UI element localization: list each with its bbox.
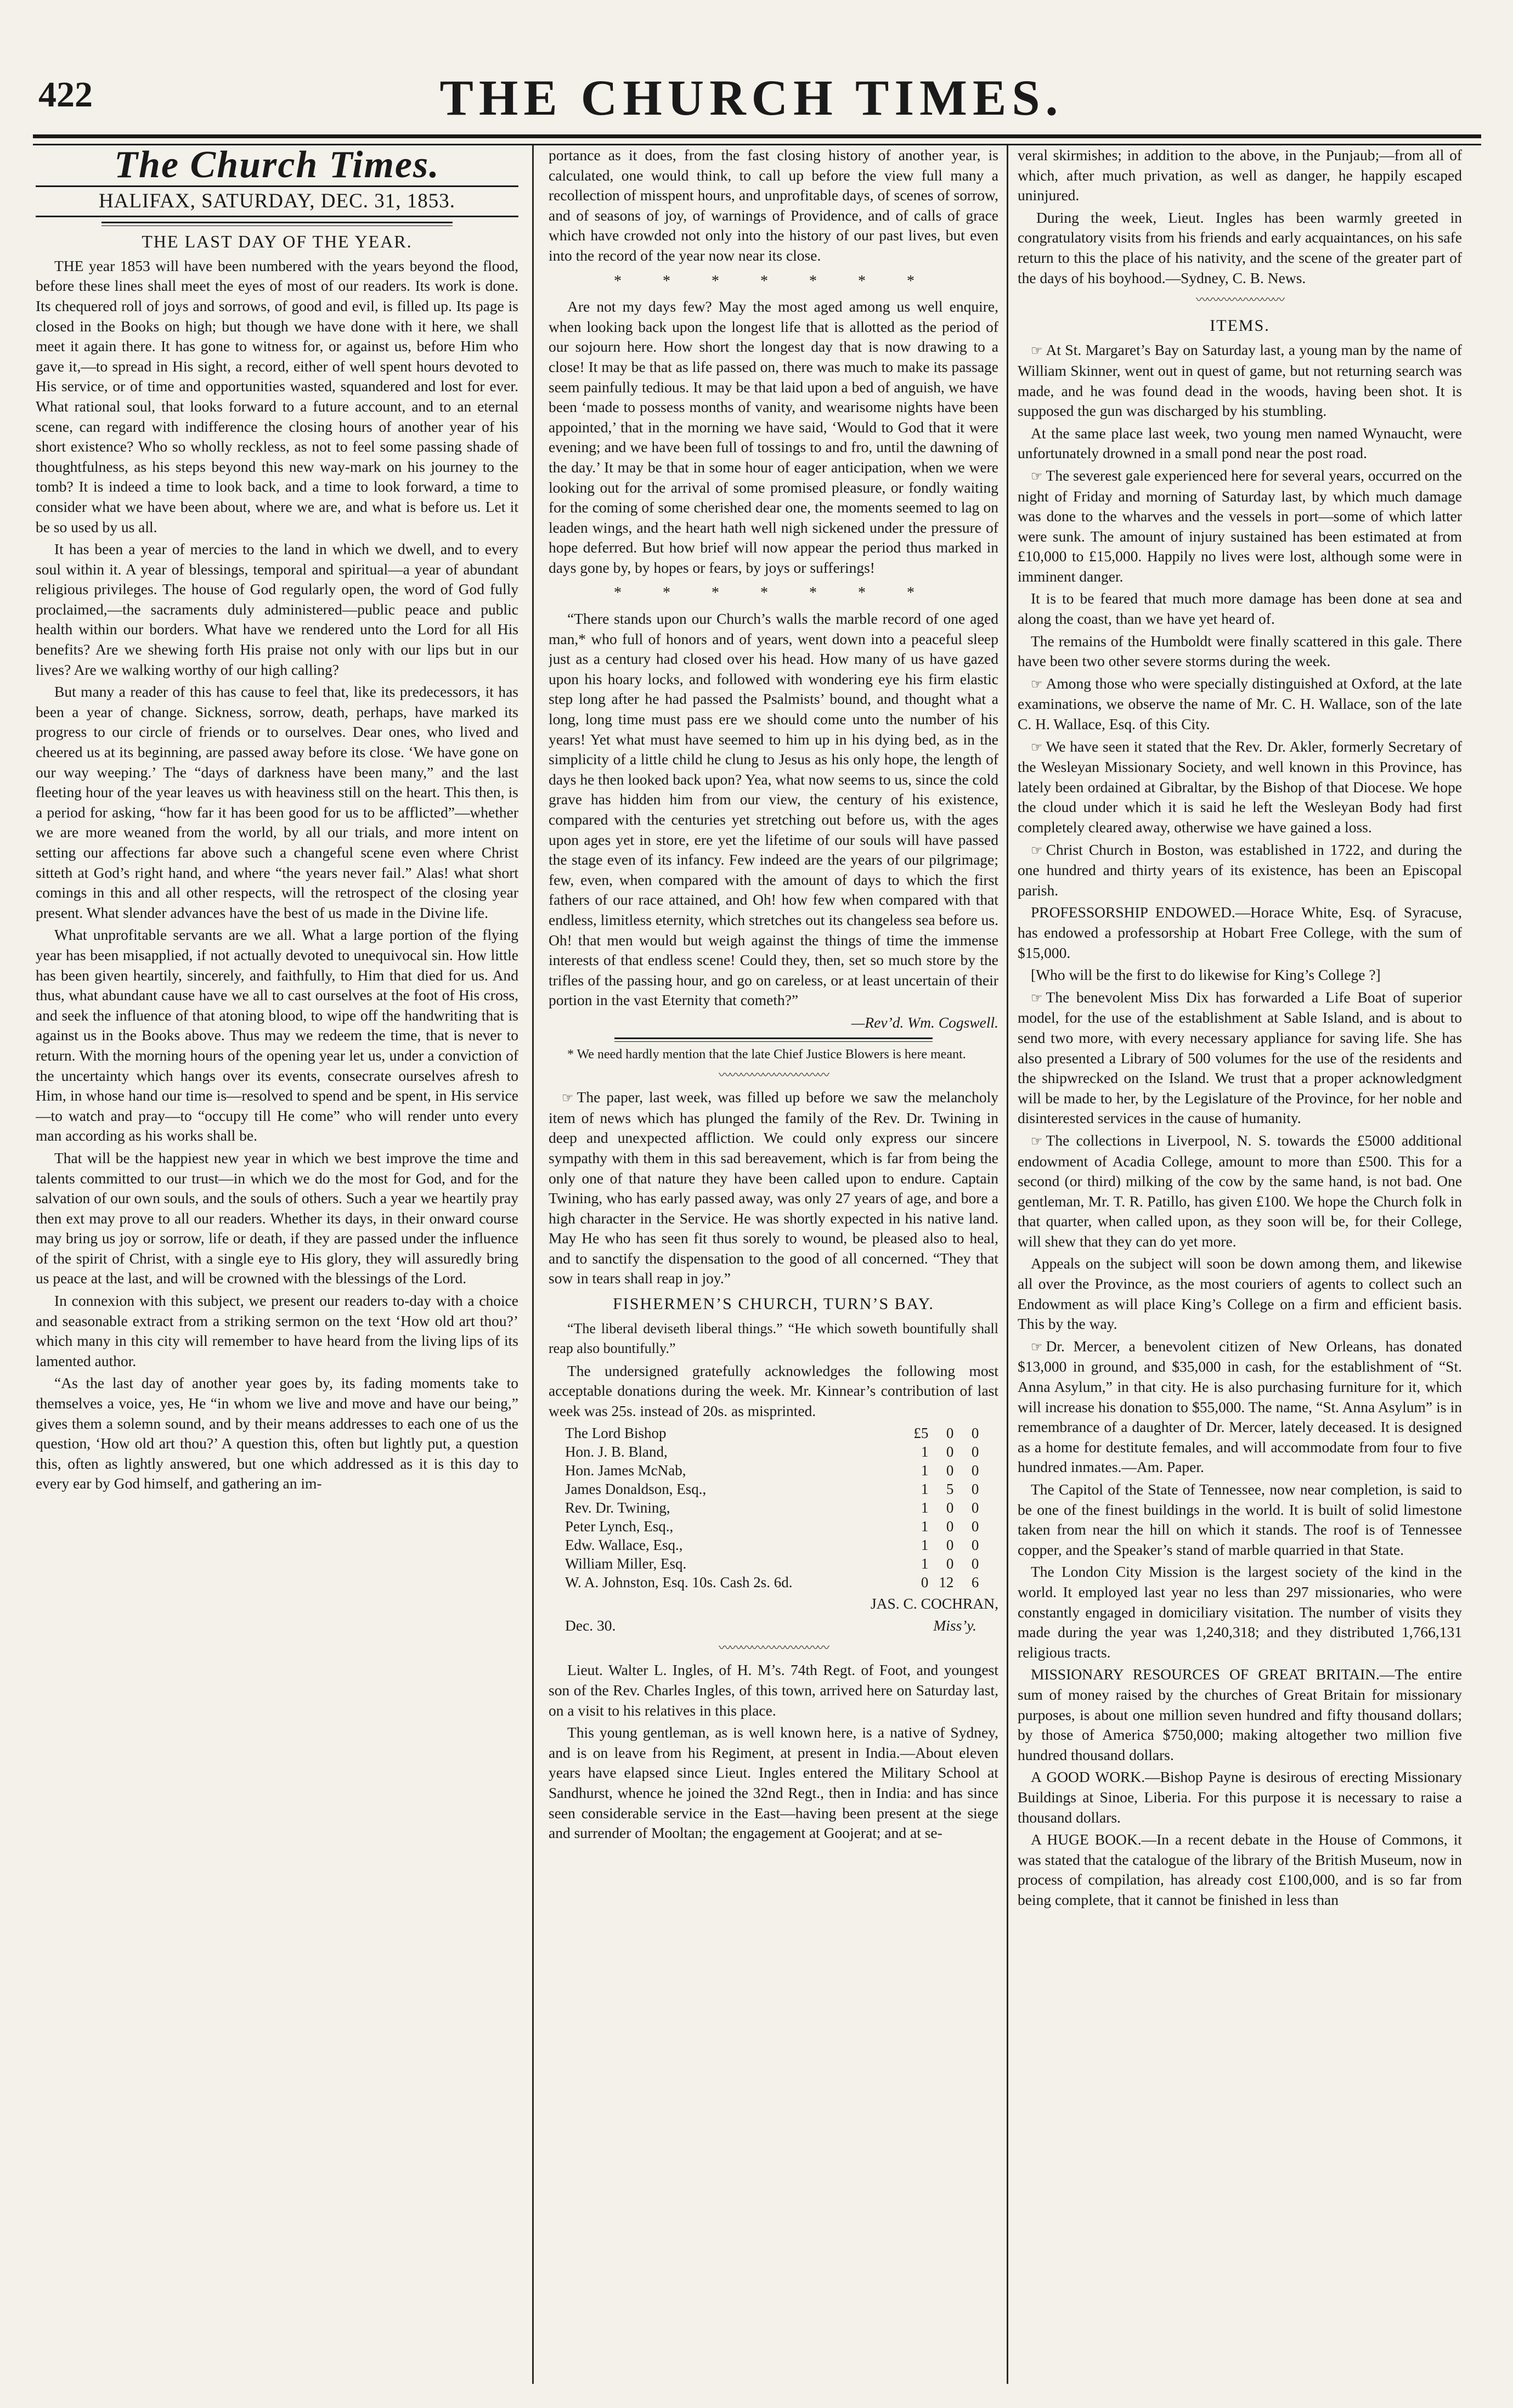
- paragraph: This young gentleman, as is well known here, is a native of Sydney, and is on leave from his Regiment, at present in India.—About eleven years have elapsed since Lieut. Ingles entered the Military School at Sandhurst, whence he joined the 32nd Regt., then in India: and has since seen considerable service in the East—having been present at the siege and surrender of Mooltan; the engagement at Goojerat; and at se-: [549, 1724, 998, 1842]
- news-item: [549, 1087, 998, 1289]
- news-item: [1018, 589, 1462, 629]
- news-item-text: It is to be feared that much more damage has been done at sea and along the coast, than we have yet heard of.: [1018, 590, 1462, 628]
- signature: —Rev’d. Wm. Cogswell.: [851, 1013, 998, 1031]
- table-row: [565, 1424, 979, 1442]
- donor-name: Hon. James McNab,: [565, 1462, 686, 1479]
- news-item-text: The London City Mission is the largest society of the kind in the world. It employed last year no less than 297 missionaries, who were constantly engaged in domiciliary visitation. The number of visits they made during the year was 1,240,318; and they distributed 1,766,131 religious tracts.: [1018, 1563, 1462, 1661]
- donation-date: Dec. 30.: [565, 1617, 616, 1634]
- column-divider: [532, 145, 534, 2384]
- news-item: [1018, 1665, 1462, 1765]
- divider-rule: [614, 1037, 933, 1042]
- news-item-text: The paper, last week, was filled up before we saw the melancholy item of news which has plunged the family of the Rev. Dr. Twining in deep and unexpected affliction. We could only express our sincere sympathy with them in this sad bereavement, which is far from being the only one of that nature they have been called upon to endure. Captain Twining, who has early passed away, was only 27 years of age, and bore a high character in the Service. He was shortly expected in his native land. May He who has seen fit thus sorely to wound, be pleased also to heal, and to sanctify the dispensation to the good of all concerned. “They that sow in tears shall reap in joy.”: [549, 1089, 998, 1287]
- pounds: 1: [921, 1443, 929, 1460]
- pointing-hand-icon: ☞: [1031, 842, 1043, 858]
- pointing-hand-icon: ☞: [1031, 343, 1043, 359]
- editorial-title: The Church Times.: [114, 145, 440, 186]
- pointing-hand-icon: ☞: [1031, 676, 1043, 692]
- table-row: [565, 1480, 979, 1498]
- paragraph: THE year 1853 will have been numbered with the years beyond the flood, before these lines shall meet the eyes of most of our readers. Its work is done. Its chequered roll of joys and sorrows, of good and evil, is filled up. Its page is closed in the Books on high; but though we have done with it here, we shall meet it again there. It has gone to witness for, or against us, before Him who gave it,—to spread in His sight, a record, either of well spent hours devoted to His service, or of time and opportunities wasted, squandered and lost for ever. What rational soul, that looks forward to a future account, and to an eternal scene, can regard with indifference the closing hours of another year of his short existence? Who so wholly reckless, as not to feel some passing shade of thoughtfulness, as his steps beyond this new way-mark on his journey to the tomb? It is indeed a time to look back, and a time to look forward, a time to consider what we have been about, where we are, and what is before us. Let it be so used by us all.: [36, 257, 518, 535]
- pounds: 1: [921, 1536, 929, 1553]
- article-heading: THE LAST DAY OF THE YEAR.: [142, 232, 413, 252]
- news-item-text: At St. Margaret’s Bay on Saturday last, a young man by the name of William Skinner, went out in quest of game, but not returning search was made, and he was found dead in the woods, having been shot. It is supposed the gun was discharged by his stumbling.: [1018, 341, 1462, 420]
- donor-name: James Donaldson, Esq.,: [565, 1480, 707, 1497]
- news-item: [1018, 631, 1462, 672]
- news-item-text: PROFESSORSHIP ENDOWED.—Horace White, Esq. of Syracuse, has endowed a professorship at Hobart Free College, with the sum of $15,000.: [1018, 904, 1462, 961]
- page-number: 422: [38, 75, 93, 115]
- pence: 0: [971, 1462, 979, 1479]
- donor-name: Edw. Wallace, Esq.,: [565, 1536, 683, 1553]
- table-row: [565, 1536, 979, 1554]
- paragraph: What unprofitable servants are we all. What a large portion of the flying year has been misapplied, if not actually devoted to unequivocal sin. How little has been given heartily, sincerely, and faithfully, to Him that died for us. And thus, what abundant cause have we all to cast ourselves at the foot of His cross, and seek the influence of that atoning blood, to wipe off the handwriting that is against us in the Books above. Thus may we redeem the time, that is never to return. With the morning hours of the opening year let us, under a conviction of the uncertainty which hangs over its events, consecrate ourselves afresh to Him, in whose hand our time is—resolved to spend and be spent, in His service—to watch and pray—to “occupy till He come” who will render unto every man according as his works shall be.: [36, 926, 518, 1144]
- column-divider: [1007, 145, 1008, 2384]
- paragraph: portance as it does, from the fast closing history of another year, is calculated, one would think, to call up before the view full many a recollection of misspent hours, and unprofitable days, of scenes of sorrow, and of seasons of joy, of warnings of Providence, and of calls of grace which have crowded not only into the history of our past lives, but even into the record of the year now near its close.: [549, 146, 998, 264]
- news-item: [1018, 840, 1462, 901]
- paragraph: “As the last day of another year goes by, its fading moments take to themselves a voice, yes, He “in whom we live and move and have our being,” gives them a solemn sound, and by their means addresses to each one of us the question, ‘How old art thou?’ A question this, often but lightly put, a question this, often as lightly answered, but one which addressed as it is this day to every ear by God himself, and gathering an im-: [36, 1374, 518, 1492]
- pounds: 1: [921, 1480, 929, 1497]
- wavy-rule: 〰〰〰〰〰〰〰〰: [1195, 293, 1284, 307]
- paragraph: Are not my days few? May the most aged among us well enquire, when looking back upon the longest life that is allotted as the period of our sojourn here. How short the longest day that is now drawing to a close! It may be that as life passed on, there was much to make its passage seem painfully tedious. It may be that laid upon a bed of anguish, we have been ‘made to possess months of vanity, and wearisome nights have been appointed,’ that in the morning we have said, ‘Would to God that it were evening; and we have been full of tossings to and fro, until the dawning of the day.’ It may be that in some hour of eager anticipation, when we were looking out for the arrival of some promised pleasure, or fondly waiting for the coming of some cherished dear one, the moments seemed to lag on leaden wings, and the heart hath well nigh sickened under the pressure of hope deferred. But how brief will now appear the period thus marked in days gone by, by hopes or fears, by joys or sufferings!: [549, 298, 998, 576]
- column-2: [549, 145, 998, 2384]
- news-item-text: MISSIONARY RESOURCES OF GREAT BRITAIN.—The entire sum of money raised by the churches of Great Britain for missionary purposes, is about one million seven hundred and fifty thousand dollars; by those of America $750,000; making altogether two million five hundred thousand dollars.: [1018, 1666, 1462, 1763]
- pointing-hand-icon: ☞: [1031, 468, 1043, 484]
- section-break: * * * * * * *: [614, 584, 933, 602]
- pence: 0: [971, 1480, 979, 1497]
- news-item: [1018, 903, 1462, 963]
- pence: 0: [971, 1555, 979, 1572]
- news-item-text: [Who will be the first to do likewise for King’s College ?]: [1031, 966, 1381, 984]
- donor-name: W. A. Johnston, Esq. 10s. Cash 2s. 6d.: [565, 1574, 793, 1591]
- paragraph: In connexion with this subject, we present our readers to-day with a choice and seasonable extract from a striking sermon on the text ‘How old art thou?’ which many in this city will remember to have heard from the living lips of its lamented author.: [36, 1292, 518, 1369]
- pence: 6: [971, 1574, 979, 1591]
- masthead: [38, 52, 1465, 134]
- news-item-text: The collections in Liverpool, N. S. towards the £5000 additional endowment of Acadia College, amount to more than £500. This for a second (or third) milking of the cow by the same hand, is not bad. One gentleman, Mr. T. R. Patillo, has given £100. We hope the Church folk in that quarter, when called upon, as they soon will be, for their College, will shew that they can do yet more.: [1018, 1131, 1462, 1250]
- shillings: 12: [939, 1574, 954, 1591]
- pounds: £5: [913, 1424, 929, 1441]
- article-heading: FISHERMEN’S CHURCH, TURN’S BAY.: [613, 1295, 934, 1313]
- items-list: [1018, 340, 1462, 1910]
- shillings: 0: [946, 1424, 954, 1441]
- paragraph: “There stands upon our Church’s walls the marble record of one aged man,* who full of honors and of years, went down into a peaceful sleep just as a century had closed over his head. How many of us have gazed upon his hoary locks, and followed with wondering eye his firm elastic step long after he had passed the Psalmists’ bound, and thought what a long, long time must pass ere we should come unto the number of his years! Yet what must have seemed to him up in his dying bed, as in the simplicity of a little child he clung to Jesus as his only hope, the length of days he then looked back upon? Yea, what now seems to us, since the cold grave has hidden him from our view, the century of his existence, compared with the centuries yet stretching out before us, with the ages upon ages yet in store, ere yet the lifetime of our souls will have passed the stage even of its infancy. Few indeed are the years of our pilgrimage; few, even, when compared with the amount of days to which the first fathers of our race attained, and Oh! how few when compared with that endless, limitless eternity, which stretches out its changeless sea before us. Oh! that men would but weigh against the things of time the immense interests of that endless scene! Could they, then, set so much store by the trifles of the passing hour, and go on careless, or at least uncertain of their portion in the vast Eternity that cometh?”: [549, 610, 998, 1009]
- donor-name: William Miller, Esq.: [565, 1555, 687, 1572]
- donation-list: [565, 1424, 979, 1592]
- paragraph: But many a reader of this has cause to feel that, like its predecessors, it has been a year of change. Sickness, sorrow, death, perhaps, have marked its progress to our circle of friends or to ourselves. Dear ones, who lived and cheered us at its beginning, are passed away before its close. ‘We have gone on our way weeping.’ The “days of darkness have been many,” and the last fleeting hour of the year leaves us with heaviness still on the heart. This then, is a period for asking, “how far it has been good for us to be afflicted”—whether we are more weaned from the world, by all our trials, and more intent on setting our affections far above such a changeful scene even where Christ sitteth at God’s right hand, and where “the years never fail.” Alas! what short comings in this and all other respects, will the retrospect of the closing year present. What slender advances have the best of us made in the Divine life.: [36, 683, 518, 921]
- wavy-rule: 〰〰〰〰〰〰〰〰〰〰: [718, 1640, 828, 1655]
- table-row: [565, 1554, 979, 1573]
- pence: 0: [971, 1499, 979, 1516]
- paragraph: veral skirmishes; in addition to the above, in the Punjaub;—from all of which, after much privation, as well as danger, he happily escaped uninjured.: [1018, 146, 1462, 204]
- news-item: [1018, 1254, 1462, 1334]
- pointing-hand-icon: ☞: [1031, 1339, 1043, 1355]
- news-item: [1018, 1562, 1462, 1662]
- news-item-text: A GOOD WORK.—Bishop Payne is desirous of erecting Missionary Buildings at Sinoe, Liberia. For this purpose it is necessary to raise a thousand dollars.: [1018, 1768, 1462, 1826]
- dateline: HALIFAX, SATURDAY, DEC. 31, 1853.: [36, 185, 518, 218]
- quotation: “The liberal deviseth liberal things.” “He which soweth bountifully shall reap also bountifully.”: [549, 1320, 998, 1357]
- pounds: 1: [921, 1462, 929, 1479]
- shillings: 0: [946, 1555, 954, 1572]
- news-item: [1018, 340, 1462, 421]
- news-item-text: Dr. Mercer, a benevolent citizen of New Orleans, has donated $13,000 in ground, and $35,000 in cash, for the establishment of “St. Anna Asylum,” in that city. He is also purchasing furniture for it, which will increase his donation to $55,000. The name, “St. Anna Asylum” is in remembrance of a daughter of Dr. Mercer, lately deceased. It is designed as a home for destitute females, and will accommodate from four to five hundred inmates.—Am. Paper.: [1018, 1337, 1462, 1476]
- masthead-rule: [33, 134, 1481, 145]
- paper-name: THE CHURCH TIMES.: [439, 70, 1064, 126]
- news-item-text: At the same place last week, two young men named Wynaucht, were unfortunately drowned in a small pond near the post road.: [1018, 424, 1462, 462]
- news-item-text: The remains of the Humboldt were finally scattered in this gale. There have been two other severe storms during the week.: [1018, 632, 1462, 670]
- news-item-text: Appeals on the subject will soon be down among them, and likewise all over the Province, as the most couriers of agents to collect such an Endowment as will place King’s College on a firm and efficient basis. This by the way.: [1018, 1255, 1462, 1333]
- news-item-text: Among those who were specially distinguished at Oxford, at the late examinations, we observe the name of Mr. C. H. Wallace, son of the late C. H. Wallace, Esq. of this City.: [1018, 674, 1462, 733]
- shillings: 0: [946, 1536, 954, 1553]
- paragraph: The undersigned gratefully acknowledges the following most acceptable donations during the week. Mr. Kinnear’s contribution of last week was 25s. instead of 20s. as misprinted.: [549, 1362, 998, 1420]
- shillings: 0: [946, 1443, 954, 1460]
- news-item-text: The Capitol of the State of Tennessee, now near completion, is said to be one of the finest buildings in the world. It is built of solid limestone taken from near the hill on which it stands. The roof is of Tennessee copper, and the Speaker’s stand of marble quarried in that State.: [1018, 1481, 1462, 1558]
- shillings: 0: [946, 1518, 954, 1535]
- news-item: [1018, 1767, 1462, 1828]
- column-1: [36, 145, 518, 2384]
- news-item: [1018, 965, 1462, 985]
- news-item: [1018, 424, 1462, 464]
- donation-footer: [549, 1616, 998, 1636]
- pointing-hand-icon: ☞: [1031, 1133, 1043, 1149]
- divider-rule: [101, 222, 453, 226]
- news-item-text: Christ Church in Boston, was established in 1722, and during the one hundred and thirty years of its existence, has been an Episcopal parish.: [1018, 841, 1462, 899]
- paragraph: That will be the happiest new year in which we best improve the time and talents committed to our trust—in which we do the most for God, and for the salvation of our own souls, and the souls of others. Such a year we heartily pray then ext may prove to all our readers. Whether its days, in their onward course may bring us joy or sorrow, life or death, if they are passed under the influence of the spirit of Christ, with a single eye to His glory, they will assuredly bring us peace at the last, and will be crowned with the blessings of the Lord.: [36, 1149, 518, 1287]
- donor-name: Rev. Dr. Twining,: [565, 1499, 670, 1516]
- pence: 0: [971, 1518, 979, 1535]
- shillings: 5: [946, 1480, 954, 1497]
- news-item: [1018, 1480, 1462, 1560]
- pounds: 1: [921, 1555, 929, 1572]
- donation-signature: JAS. C. COCHRAN,: [870, 1594, 998, 1612]
- pounds: 0: [921, 1574, 929, 1591]
- table-row: [565, 1461, 979, 1480]
- pence: 0: [971, 1443, 979, 1460]
- news-item: [1018, 1131, 1462, 1252]
- news-item: [1018, 674, 1462, 735]
- news-item: [1018, 466, 1462, 587]
- news-item-text: A HUGE BOOK.—In a recent debate in the House of Commons, it was stated that the catalogue of the library of the British Museum, now in process of compilation, has already cost £100,000, and is so far from being complete, that it cannot be finished in less than: [1018, 1831, 1462, 1908]
- paragraph: Lieut. Walter L. Ingles, of H. M’s. 74th Regt. of Foot, and youngest son of the Rev. Charles Ingles, of this town, arrived here on Saturday last, on a visit to his relatives in this place.: [549, 1661, 998, 1719]
- news-item: [1018, 988, 1462, 1129]
- table-row: [565, 1573, 979, 1592]
- table-row: [565, 1517, 979, 1536]
- donor-name: Hon. J. B. Bland,: [565, 1443, 668, 1460]
- column-3: [1018, 145, 1462, 2384]
- donation-title: Miss’y.: [933, 1617, 976, 1634]
- news-item-text: The severest gale experienced here for several years, occurred on the night of Friday and morning of Saturday last, by which much damage was done to the wharves and the vessels in port—some of which latter were sunk. The amount of injury sustained has been estimated at from £10,000 to £15,000. Happily no lives were lost, although some were in imminent danger.: [1018, 466, 1462, 585]
- news-item-text: The benevolent Miss Dix has forwarded a Life Boat of superior model, for the use of the establishment at Sable Island, and is about to send two more, with every necessary appliance for saving life. She has also presented a Library of 500 volumes for the use of the residents and the shipwrecked on the Island. We trust that a proper acknowledgment will be made to her, by the Legislature of the Province, for her noble and disinterested services in the cause of humanity.: [1018, 988, 1462, 1127]
- paragraph: It has been a year of mercies to the land in which we dwell, and to every soul within it. A year of blessings, temporal and spiritual—a year of abundant religious privileges. The house of God regularly open, the word of God fully proclaimed,—the sacraments duly administered—public peace and public health within our borders. What have we rendered unto the Lord for all His benefits? Are we shewing forth His praise not only with our lips but in our lives? Are we walking worthy of our high calling?: [36, 540, 518, 678]
- wavy-rule: 〰〰〰〰〰〰〰〰〰〰: [718, 1068, 828, 1082]
- footnote: * We need hardly mention that the late Chief Justice Blowers is here meant.: [567, 1047, 966, 1062]
- news-item-text: We have seen it stated that the Rev. Dr. Akler, formerly Secretary of the Wesleyan Missionary Society, and well known in this Province, has lately been ordained at Gibraltar, by the Bishop of that Diocese. We hope the cloud under which it is said he left the Wesleyan Body had first completely cleared away, otherwise we have gained a loss.: [1018, 737, 1462, 836]
- news-item: [1018, 737, 1462, 838]
- pence: 0: [971, 1424, 979, 1441]
- shillings: 0: [946, 1462, 954, 1479]
- pounds: 1: [921, 1518, 929, 1535]
- section-break: * * * * * * *: [614, 272, 933, 290]
- shillings: 0: [946, 1499, 954, 1516]
- table-row: [565, 1498, 979, 1517]
- pence: 0: [971, 1536, 979, 1553]
- pointing-hand-icon: ☞: [1031, 739, 1043, 755]
- pointing-hand-icon: ☞: [1031, 990, 1043, 1006]
- news-item: [1018, 1830, 1462, 1910]
- pointing-hand-icon: ☞: [562, 1090, 574, 1106]
- table-row: [565, 1442, 979, 1461]
- news-item: [1018, 1336, 1462, 1477]
- pounds: 1: [921, 1499, 929, 1516]
- items-heading: ITEMS.: [1210, 316, 1270, 335]
- paragraph: During the week, Lieut. Ingles has been warmly greeted in congratulatory visits from his friends and early acquaintances, on his safe return to this the place of his nativity, and the scene of the greater part of the days of his boyhood.—Sydney, C. B. News.: [1018, 208, 1462, 286]
- donor-name: The Lord Bishop: [565, 1424, 667, 1441]
- donor-name: Peter Lynch, Esq.,: [565, 1518, 674, 1535]
